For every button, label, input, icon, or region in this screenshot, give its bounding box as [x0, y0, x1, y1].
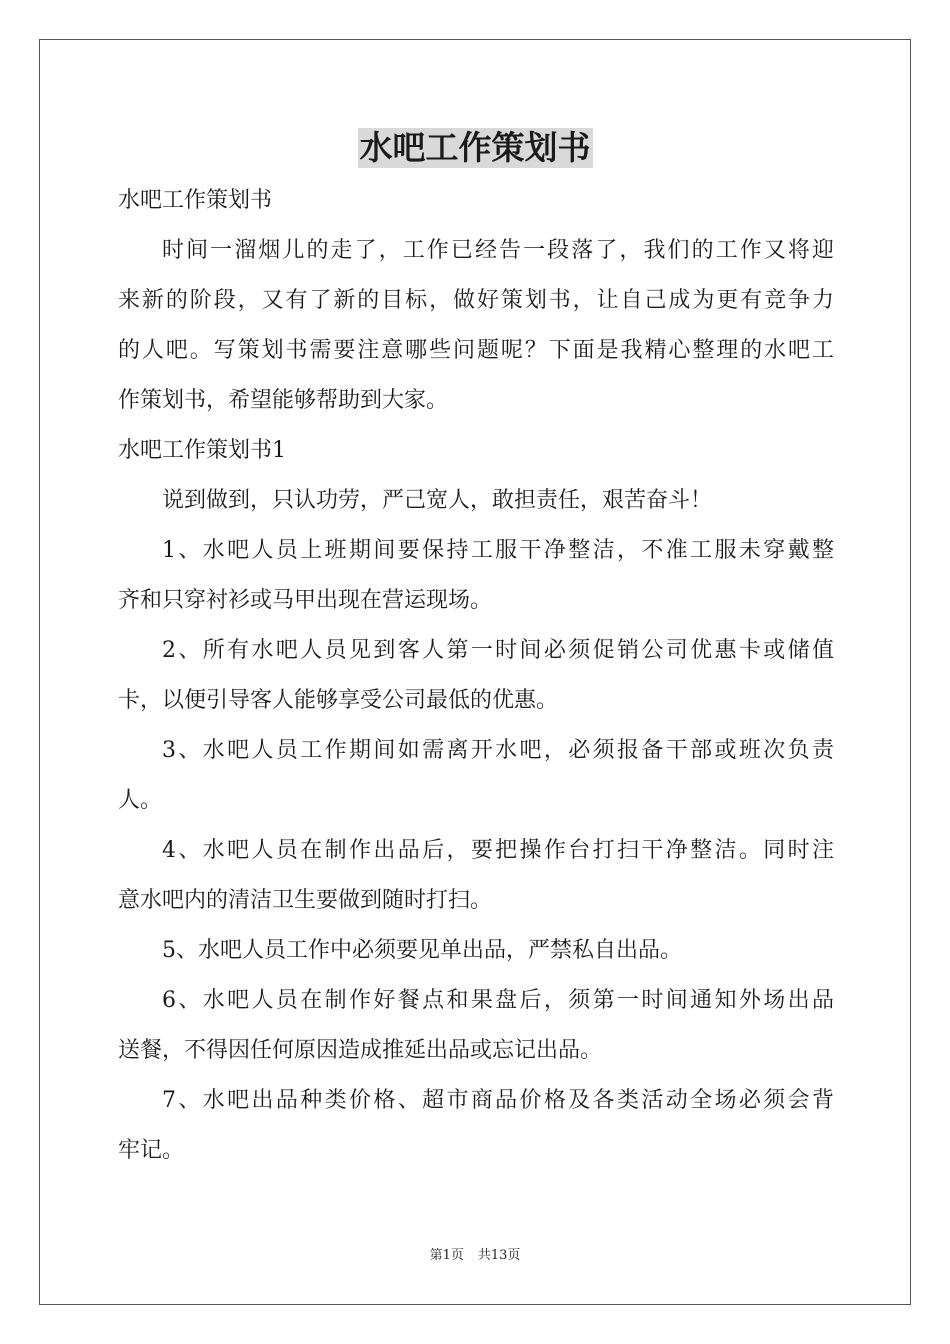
list-item-3-line-2: 人。 — [118, 788, 163, 813]
list-item-3-line-1: 3、水吧人员工作期间如需离开水吧，必须报备干部或班次负责 — [162, 738, 834, 763]
intro-line: 作策划书，希望能够帮助到大家。 — [118, 388, 449, 413]
motto: 说到做到，只认功劳，严己宽人，敢担责任，艰苦奋斗！ — [162, 488, 713, 513]
list-item-7-line-1: 7、水吧出品种类价格、超市商品价格及各类活动全场必须会背 — [162, 1088, 834, 1113]
list-item-7-line-2: 牢记。 — [118, 1138, 185, 1163]
intro-line: 的人吧。写策划书需要注意哪些问题呢？下面是我精心整理的水吧工 — [118, 338, 834, 363]
list-item-4-line-2: 意水吧内的清洁卫生要做到随时打扫。 — [118, 888, 493, 913]
list-item-2-line-1: 2、所有水吧人员见到客人第一时间必须促销公司优惠卡或储值 — [162, 638, 834, 663]
document-body — [118, 176, 834, 1176]
list-item-4-line-1: 4、水吧人员在制作出品后，要把操作台打扫干净整洁。同时注 — [162, 838, 834, 863]
section-heading: 水吧工作策划书1 — [118, 438, 286, 463]
list-item-1-line-2: 齐和只穿衬衫或马甲出现在营运现场。 — [118, 588, 493, 613]
page-total: 共13页 — [477, 1248, 521, 1263]
title-wrap — [0, 128, 950, 168]
document-title: 水吧工作策划书 — [359, 128, 591, 167]
page-footer — [0, 1247, 950, 1265]
intro-line: 时间一溜烟儿的走了，工作已经告一段落了，我们的工作又将迎 — [162, 238, 834, 263]
list-item-5-line-1: 5、水吧人员工作中必须要见单出品，严禁私自出品。 — [162, 938, 682, 963]
subtitle: 水吧工作策划书 — [118, 188, 273, 213]
list-item-1-line-1: 1、水吧人员上班期间要保持工服干净整洁，不准工服未穿戴整 — [162, 538, 834, 563]
intro-line: 来新的阶段，又有了新的目标，做好策划书，让自己成为更有竞争力 — [118, 288, 834, 313]
list-item-6-line-2: 送餐，不得因任何原因造成推延出品或忘记出品。 — [118, 1038, 603, 1063]
page-number: 第1页 — [429, 1248, 464, 1263]
list-item-6-line-1: 6、水吧人员在制作好餐点和果盘后，须第一时间通知外场出品 — [162, 988, 834, 1013]
list-item-2-line-2: 卡，以便引导客人能够享受公司最低的优惠。 — [118, 688, 559, 713]
